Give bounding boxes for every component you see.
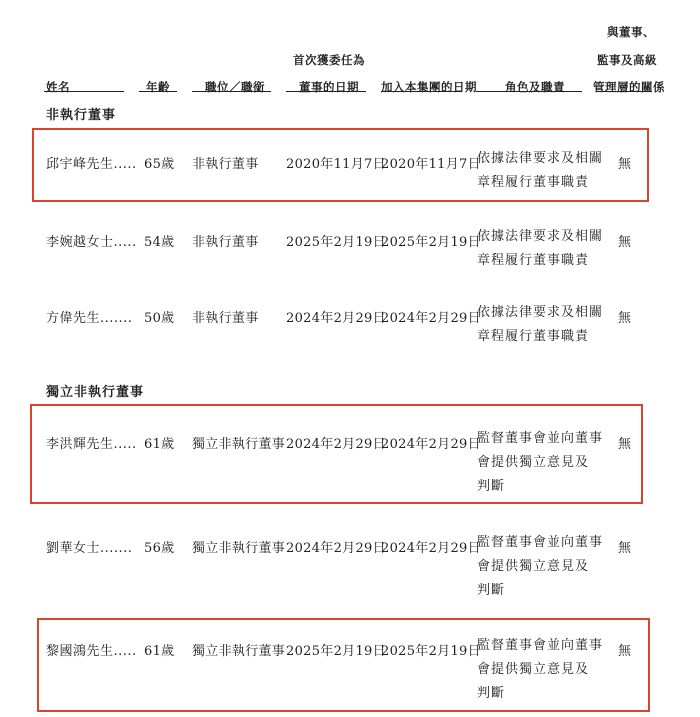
roles-line: 監督董事會並向董事 bbox=[477, 535, 604, 550]
director-name: 黎國鴻先生..... bbox=[46, 644, 137, 659]
roles-line: 監督董事會並向董事 bbox=[477, 431, 604, 446]
roles-line: 章程履行董事職責 bbox=[477, 329, 590, 344]
director-age: 61歲 bbox=[144, 644, 175, 659]
relationship-value: 無 bbox=[618, 311, 632, 326]
join-date: 2024年2月29日 bbox=[381, 437, 481, 452]
roles-line: 依據法律要求及相關 bbox=[477, 151, 604, 166]
director-name: 方偉先生....... bbox=[46, 311, 133, 326]
director-name: 李婉越女士..... bbox=[46, 235, 137, 250]
director-roles bbox=[477, 301, 603, 349]
header-relationship-line2: 監事及高級 bbox=[597, 53, 657, 67]
header-underline bbox=[596, 91, 652, 92]
appointment-date: 2025年2月19日 bbox=[286, 235, 386, 250]
relationship-value: 無 bbox=[618, 541, 632, 556]
header-underline bbox=[192, 91, 271, 92]
header-underline bbox=[286, 91, 366, 92]
director-roles bbox=[477, 225, 603, 273]
join-date: 2024年2月29日 bbox=[381, 541, 481, 556]
roles-line: 判斷 bbox=[477, 686, 506, 701]
appointment-date: 2024年2月29日 bbox=[286, 437, 386, 452]
appointment-date: 2024年2月29日 bbox=[286, 311, 386, 326]
join-date: 2024年2月29日 bbox=[381, 311, 481, 326]
header-underline bbox=[381, 91, 461, 92]
director-age: 50歲 bbox=[144, 311, 175, 326]
roles-line: 判斷 bbox=[477, 583, 506, 598]
director-age: 56歲 bbox=[144, 541, 175, 556]
relationship-value: 無 bbox=[618, 437, 632, 452]
relationship-value: 無 bbox=[618, 235, 632, 250]
director-position: 獨立非執行董事 bbox=[192, 541, 286, 556]
director-position: 非執行董事 bbox=[192, 157, 259, 172]
director-position: 獨立非執行董事 bbox=[192, 644, 286, 659]
director-position: 非執行董事 bbox=[192, 311, 259, 326]
appointment-date: 2020年11月7日 bbox=[286, 157, 386, 172]
roles-line: 依據法律要求及相關 bbox=[477, 229, 604, 244]
roles-line: 判斷 bbox=[477, 479, 506, 494]
director-roles bbox=[477, 634, 603, 706]
header-underline bbox=[44, 91, 124, 92]
roles-line: 監督董事會並向董事 bbox=[477, 638, 604, 653]
director-name: 李洪輝先生..... bbox=[46, 437, 137, 452]
director-position: 獨立非執行董事 bbox=[192, 437, 286, 452]
header-underline bbox=[139, 91, 177, 92]
header-relationship-line3: 管理層的關係 bbox=[593, 80, 665, 94]
appointment-date: 2024年2月29日 bbox=[286, 541, 386, 556]
header-relationship-line1: 與董事、 bbox=[607, 25, 655, 39]
roles-line: 會提供獨立意見及 bbox=[477, 455, 590, 470]
roles-line: 會提供獨立意見及 bbox=[477, 662, 590, 677]
header-join-date: 加入本集團的日期 bbox=[381, 80, 477, 94]
header-position: 職位／職銜 bbox=[205, 80, 265, 94]
director-roles bbox=[477, 147, 603, 195]
roles-line: 章程履行董事職責 bbox=[477, 175, 590, 190]
section-title-non-executive: 非執行董事 bbox=[46, 108, 117, 123]
roles-line: 依據法律要求及相關 bbox=[477, 305, 604, 320]
director-age: 61歲 bbox=[144, 437, 175, 452]
header-underline bbox=[476, 91, 582, 92]
director-age: 65歲 bbox=[144, 157, 175, 172]
join-date: 2020年11月7日 bbox=[381, 157, 481, 172]
roles-line: 章程履行董事職責 bbox=[477, 253, 590, 268]
roles-line: 會提供獨立意見及 bbox=[477, 559, 590, 574]
appointment-date: 2025年2月19日 bbox=[286, 644, 386, 659]
header-appointment-line2: 董事的日期 bbox=[299, 80, 359, 94]
relationship-value: 無 bbox=[618, 157, 632, 172]
join-date: 2025年2月19日 bbox=[381, 644, 481, 659]
join-date: 2025年2月19日 bbox=[381, 235, 481, 250]
director-age: 54歲 bbox=[144, 235, 175, 250]
header-name: 姓名 bbox=[46, 80, 70, 94]
relationship-value: 無 bbox=[618, 644, 632, 659]
director-roles bbox=[477, 427, 603, 499]
header-roles: 角色及職責 bbox=[505, 80, 565, 94]
section-title-independent: 獨立非執行董事 bbox=[46, 385, 145, 400]
director-name: 邱宇峰先生..... bbox=[46, 157, 137, 172]
header-age: 年齡 bbox=[146, 80, 170, 94]
header-appointment-line1: 首次獲委任為 bbox=[293, 53, 365, 67]
director-roles bbox=[477, 531, 603, 603]
director-name: 劉華女士....... bbox=[46, 541, 133, 556]
director-position: 非執行董事 bbox=[192, 235, 259, 250]
